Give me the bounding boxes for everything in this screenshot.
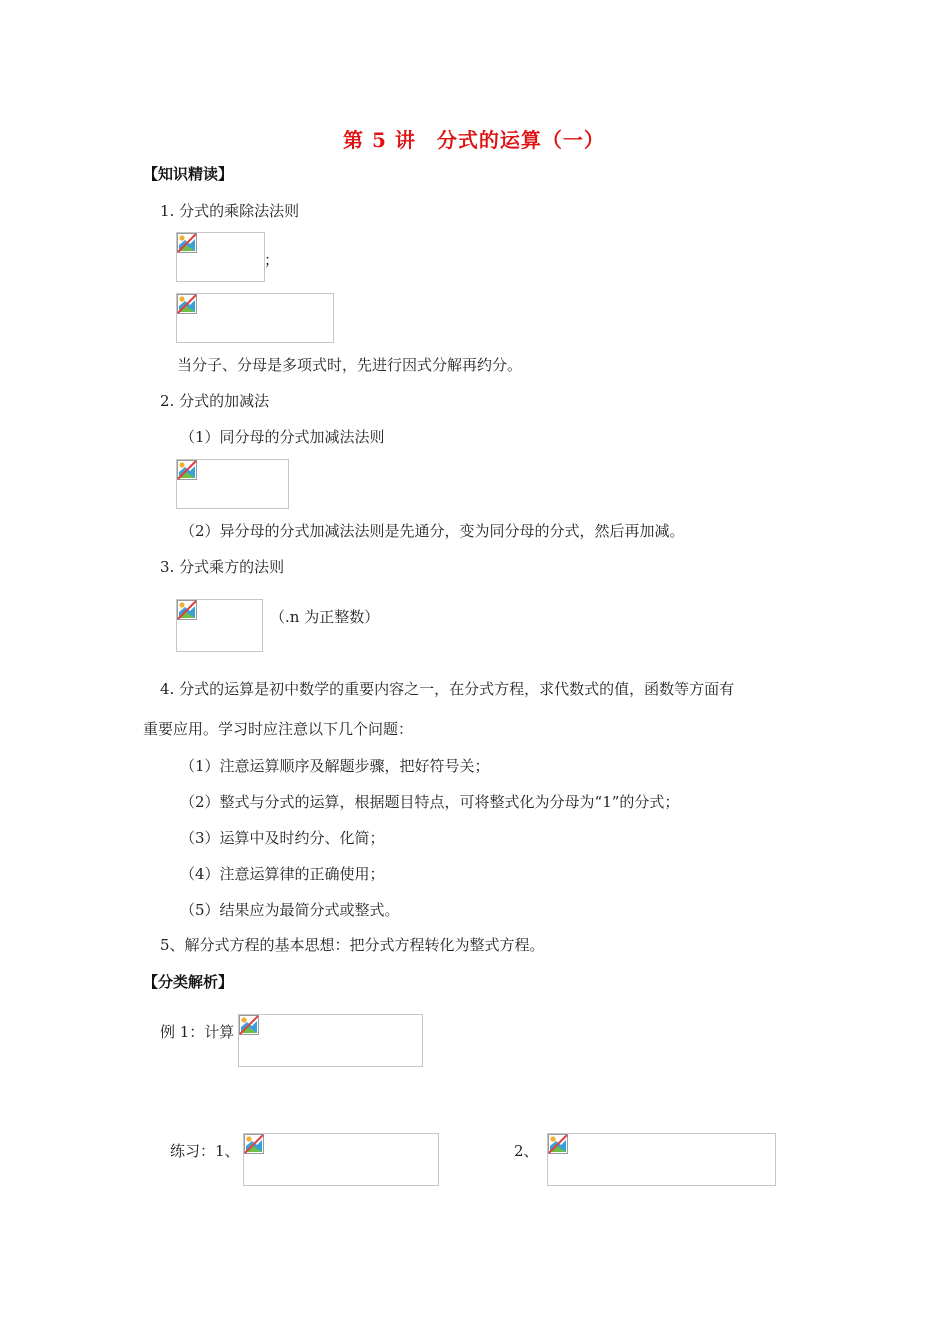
item-5: 5、解分式方程的基本思想：把分式方程转化为整式方程。 <box>160 936 545 954</box>
item-4-5: （5）结果应为最简分式或整式。 <box>180 901 400 919</box>
example-1-label: 例 1：计算 <box>160 1023 235 1041</box>
item-2-1: （1）同分母的分式加减法法则 <box>180 428 385 446</box>
practice-2-label: 2、 <box>514 1142 539 1160</box>
broken-image-icon <box>177 460 197 480</box>
item-1-heading: 1. 分式的乘除法法则 <box>160 202 300 220</box>
practice-1-label: 练习：1、 <box>170 1142 240 1160</box>
broken-image-icon <box>244 1134 264 1154</box>
item-3-heading: 3. 分式乘方的法则 <box>160 558 285 576</box>
item-4-4: （4）注意运算律的正确使用； <box>180 865 385 883</box>
formula-image-example-1 <box>238 1014 423 1067</box>
semicolon: ； <box>264 251 280 269</box>
item-1-note: 当分子、分母是多项式时，先进行因式分解再约分。 <box>177 356 523 374</box>
broken-image-icon <box>177 294 197 314</box>
formula-image-practice-1 <box>243 1133 439 1186</box>
formula-image-same-denominator <box>176 459 289 509</box>
item-4-2: （2）整式与分式的运算，根据题目特点，可将整式化为分母为“1”的分式； <box>180 793 680 811</box>
formula-image-divide <box>176 293 334 343</box>
broken-image-icon <box>177 233 197 253</box>
item-3-note: （.n 为正整数） <box>270 608 380 626</box>
broken-image-icon <box>239 1015 259 1035</box>
section-heading-analysis: 【分类解析】 <box>143 973 234 991</box>
section-heading-knowledge: 【知识精读】 <box>143 165 234 183</box>
page-title: 第 5 讲 分式的运算（一） <box>343 128 605 152</box>
formula-image-multiply <box>176 232 265 282</box>
item-4-line-2: 重要应用。学习时应注意以下几个问题： <box>143 720 414 738</box>
formula-image-power <box>176 599 263 652</box>
broken-image-icon <box>548 1134 568 1154</box>
broken-image-icon <box>177 600 197 620</box>
item-4-line-1: 4. 分式的运算是初中数学的重要内容之一，在分式方程，求代数式的值，函数等方面有 <box>160 680 735 698</box>
item-4-1: （1）注意运算顺序及解题步骤，把好符号关； <box>180 757 490 775</box>
item-2-heading: 2. 分式的加减法 <box>160 392 270 410</box>
item-2-2: （2）异分母的分式加减法法则是先通分，变为同分母的分式，然后再加减。 <box>180 522 685 540</box>
item-4-3: （3）运算中及时约分、化简； <box>180 829 385 847</box>
formula-image-practice-2 <box>547 1133 776 1186</box>
